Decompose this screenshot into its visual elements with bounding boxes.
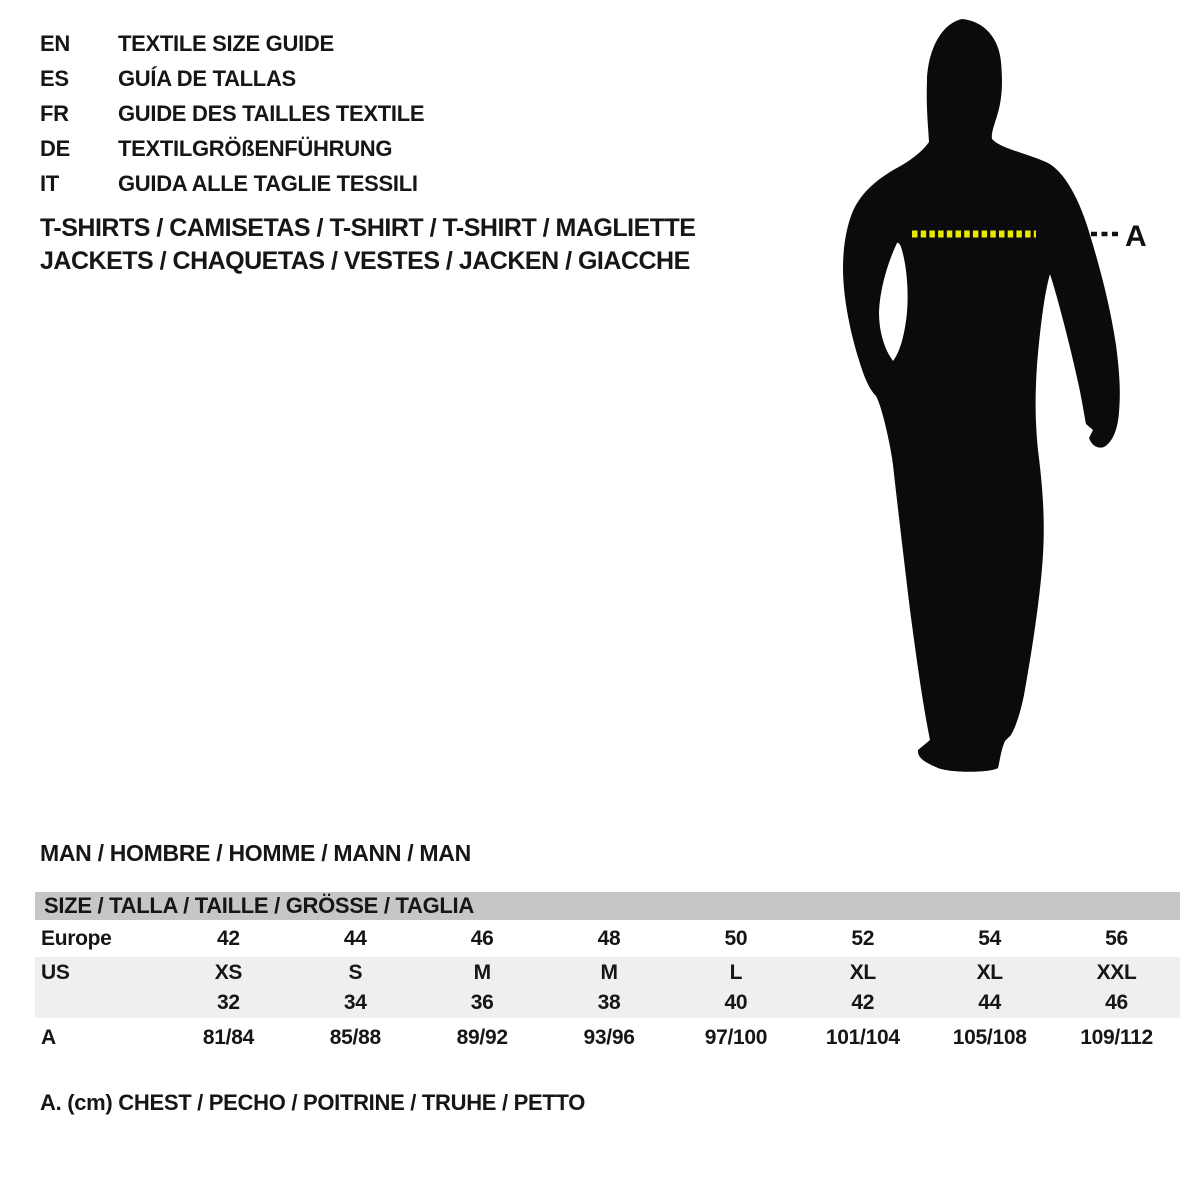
lang-code: ES bbox=[40, 66, 69, 91]
size-value: XXL bbox=[1096, 960, 1137, 984]
lang-title: GUIDE DES TAILLES TEXTILE bbox=[118, 101, 425, 126]
table-row-us bbox=[35, 957, 1180, 988]
size-value: 109/112 bbox=[1080, 1026, 1153, 1049]
size-value: 46 bbox=[470, 926, 494, 950]
size-value: 34 bbox=[343, 991, 367, 1014]
table-row-chest-measure bbox=[35, 1018, 1180, 1058]
lang-code: EN bbox=[40, 31, 70, 56]
size-value: 48 bbox=[597, 926, 621, 950]
size-value: M bbox=[600, 960, 618, 984]
lang-code: IT bbox=[40, 171, 59, 196]
row-label: US bbox=[41, 960, 70, 984]
size-value: 44 bbox=[343, 926, 367, 950]
language-title-list bbox=[40, 26, 424, 201]
man-silhouette bbox=[843, 19, 1120, 772]
size-value: L bbox=[729, 960, 743, 984]
size-value: 42 bbox=[851, 991, 875, 1014]
garment-categories bbox=[40, 212, 695, 278]
size-value: S bbox=[348, 960, 363, 984]
category-line-jackets: JACKETS / CHAQUETAS / VESTES / JACKEN / GIACCHE bbox=[40, 247, 690, 275]
table-row-europe bbox=[35, 920, 1180, 957]
table-row-numeric bbox=[35, 988, 1180, 1018]
size-value: 81/84 bbox=[202, 1026, 254, 1049]
lang-code: DE bbox=[40, 136, 70, 161]
size-value: XS bbox=[214, 960, 243, 984]
row-label: Europe bbox=[41, 926, 112, 950]
size-value: 46 bbox=[1105, 991, 1128, 1014]
size-value: 32 bbox=[217, 991, 240, 1014]
category-line-tshirts: T-SHIRTS / CAMISETAS / T-SHIRT / T-SHIRT / MAGLIETTE bbox=[40, 214, 696, 242]
size-value: 97/100 bbox=[704, 1026, 768, 1049]
size-value: 52 bbox=[851, 926, 875, 950]
size-value: 105/108 bbox=[952, 1026, 1027, 1049]
size-value: 42 bbox=[217, 926, 240, 950]
lang-title: GUIDA ALLE TAGLIE TESSILI bbox=[118, 171, 418, 196]
size-table-header: SIZE / TALLA / TAILLE / GRÖSSE / TAGLIA bbox=[35, 892, 1180, 920]
size-value: M bbox=[473, 960, 491, 984]
section-title-man: MAN / HOMBRE / HOMME / MANN / MAN bbox=[40, 840, 471, 866]
size-value: 54 bbox=[978, 926, 1002, 950]
size-value: 36 bbox=[470, 991, 494, 1014]
size-table bbox=[35, 892, 1180, 1058]
row-label: A bbox=[41, 1026, 56, 1049]
size-value: 50 bbox=[724, 926, 748, 950]
size-value: 44 bbox=[978, 991, 1002, 1014]
size-value: 40 bbox=[724, 991, 748, 1014]
lang-title: TEXTILGRÖßENFÜHRUNG bbox=[118, 136, 393, 161]
size-value: XL bbox=[849, 960, 876, 984]
size-value: 56 bbox=[1105, 926, 1128, 950]
measurement-footnote: A. (cm) CHEST / PECHO / POITRINE / TRUHE / PETTO bbox=[40, 1090, 586, 1115]
lang-title: GUÍA DE TALLAS bbox=[118, 66, 296, 91]
size-value: 101/104 bbox=[825, 1026, 900, 1049]
size-value: 93/96 bbox=[583, 1026, 635, 1049]
size-value: 85/88 bbox=[329, 1026, 381, 1049]
measure-label-a: A bbox=[1125, 220, 1147, 253]
lang-title: TEXTILE SIZE GUIDE bbox=[118, 31, 334, 56]
size-value: XL bbox=[976, 960, 1003, 984]
size-value: 89/92 bbox=[456, 1026, 508, 1049]
lang-code: FR bbox=[40, 101, 69, 126]
size-value: 38 bbox=[597, 991, 621, 1014]
